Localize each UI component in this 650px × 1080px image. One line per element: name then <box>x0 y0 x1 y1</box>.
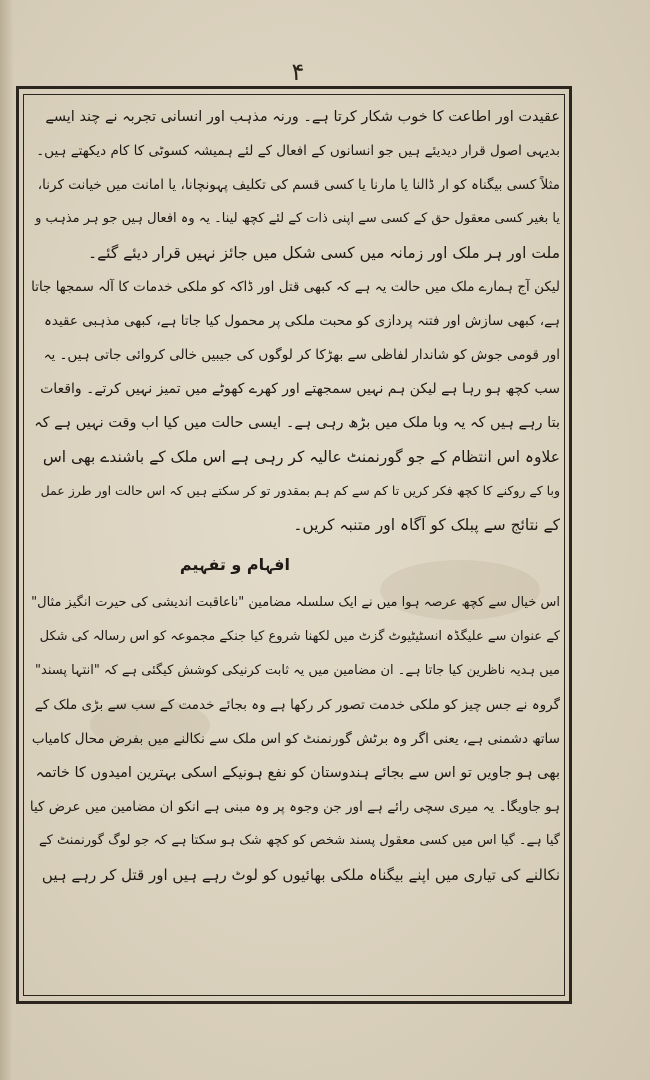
section-heading: افہام و تفہیم <box>179 555 290 574</box>
text-line: اس خیال سے کچھ عرصہ ہوا میں نے ایک سلسلہ مضامین "ناعاقبت اندیشی کی حیرت انگیز مثال" <box>31 595 560 610</box>
text-line: ساتھ دشمنی ہے، یعنی اگر وہ برٹش گورنمنٹ کو اس ملک سے نکالنے میں بفرض محال کامیاب <box>31 731 560 747</box>
page-spine-shadow <box>0 0 14 1080</box>
text-line: نکالنے کی تیاری میں اپنے بیگناہ ملکی بھائیوں کو لوٹ رہے ہیں اور قتل کر رہے ہیں <box>41 866 560 884</box>
text-line: وبا کے روکنے کا کچھ فکر کریں تا کم سے کم ہم بمقدور تو کر سکتے ہیں کہ اس حالت اور طرز عمل <box>40 483 560 498</box>
text-line: ہے، کبھی سازش اور فتنہ پردازی کو محبت ملکی پر محمول کیا جاتا ہے، کبھی مذہبی عقیدہ <box>43 313 560 329</box>
text-line: گروہ نے جس چیز کو ملکی خدمت تصور کر رکھا ہے وہ بجائے خدمت کے سب سے بڑی ملک کے <box>34 697 560 713</box>
text-line: بتا رہے ہیں کہ یہ وبا ملک میں بڑھ رہی ہے۔ ایسی حالت میں کیا اب وقت نہیں ہے کہ <box>34 415 560 431</box>
text-line: کے عنوان سے علیگڈہ انسٹیٹیوٹ گزٹ میں لکھنا شروع کیا جنکے مجموعہ کو اس رسالہ کی شکل <box>39 629 560 644</box>
text-line: عقیدت اور اطاعت کا خوب شکار کرتا ہے۔ ورنہ مذہب اور انسانی تجربہ نے چند ایسے <box>45 109 560 125</box>
text-line: میں ہدیہ ناظرین کیا جاتا ہے۔ ان مضامین میں یہ ثابت کرنیکی کوشش کیگئی ہے کہ "انتہا پسند" <box>35 663 560 678</box>
text-line: مثلاً کسی بیگناہ کو ار ڈالنا یا مارنا یا کسی قسم کی تکلیف پہونچانا، یا امانت میں خیانت کرنا، <box>37 177 560 193</box>
text-line: سب کچھ ہو رہا ہے لیکن ہم نہیں سمجھتے اور کھرے کھوٹے میں تمیز نہیں کرتے۔ واقعات <box>40 381 560 397</box>
text-line: کے نتائج سے پبلک کو آگاہ اور متنبہ کریں۔ <box>293 516 560 534</box>
body-text <box>30 100 560 990</box>
text-line: بدیہی اصول قرار دیدیئے ہیں جو انسانوں کے افعال کے لئے ہمیشہ کسوٹی کا کام دیکھتے ہیں۔ <box>36 143 560 159</box>
text-line: بھی ہو جاویں تو اس سے بجائے ہندوستان کو نفع ہونیکے اسکی بہترین امیدوں کا خاتمہ <box>35 765 560 781</box>
text-line: گیا ہے۔ گیا اس میں کسی معقول پسند شخص کو کچھ شک ہو سکتا ہے کہ جو لوگ گورنمنٹ کے <box>39 833 560 848</box>
text-line: علاوہ اس انتظام کے جو گورنمنٹ عالیہ کر رہی ہے اس ملک کے باشندے بھی اس <box>42 448 560 466</box>
text-line: اور قومی جوش کو شاندار لفاظی سے بھڑکا کر لوگوں کی جیبیں خالی کروائی جاتی ہیں۔ یہ <box>43 347 560 363</box>
text-line: لیکن آج ہمارے ملک میں حالت یہ ہے کہ کبھی قتل اور ڈاکہ کو ملکی خدمات کا آلہ سمجھا جاتا <box>31 279 560 295</box>
page-number: ۴ <box>291 58 305 86</box>
text-line: ملت اور ہر ملک اور زمانہ میں کسی شکل میں جائز نہیں قرار دیئے گئے۔ <box>88 244 560 262</box>
text-line: یا بغیر کسی معقول حق کے کسی سے اپنی ذات کے لئے کچھ لینا۔ یہ وہ افعال ہیں جو ہر مذہب و <box>35 211 560 226</box>
text-line: ہو جاویگا۔ یہ میری سچی رائے ہے اور جن وجوہ پر وہ مبنی ہے انکو ان مضامین میں عرض کیا <box>30 799 560 815</box>
